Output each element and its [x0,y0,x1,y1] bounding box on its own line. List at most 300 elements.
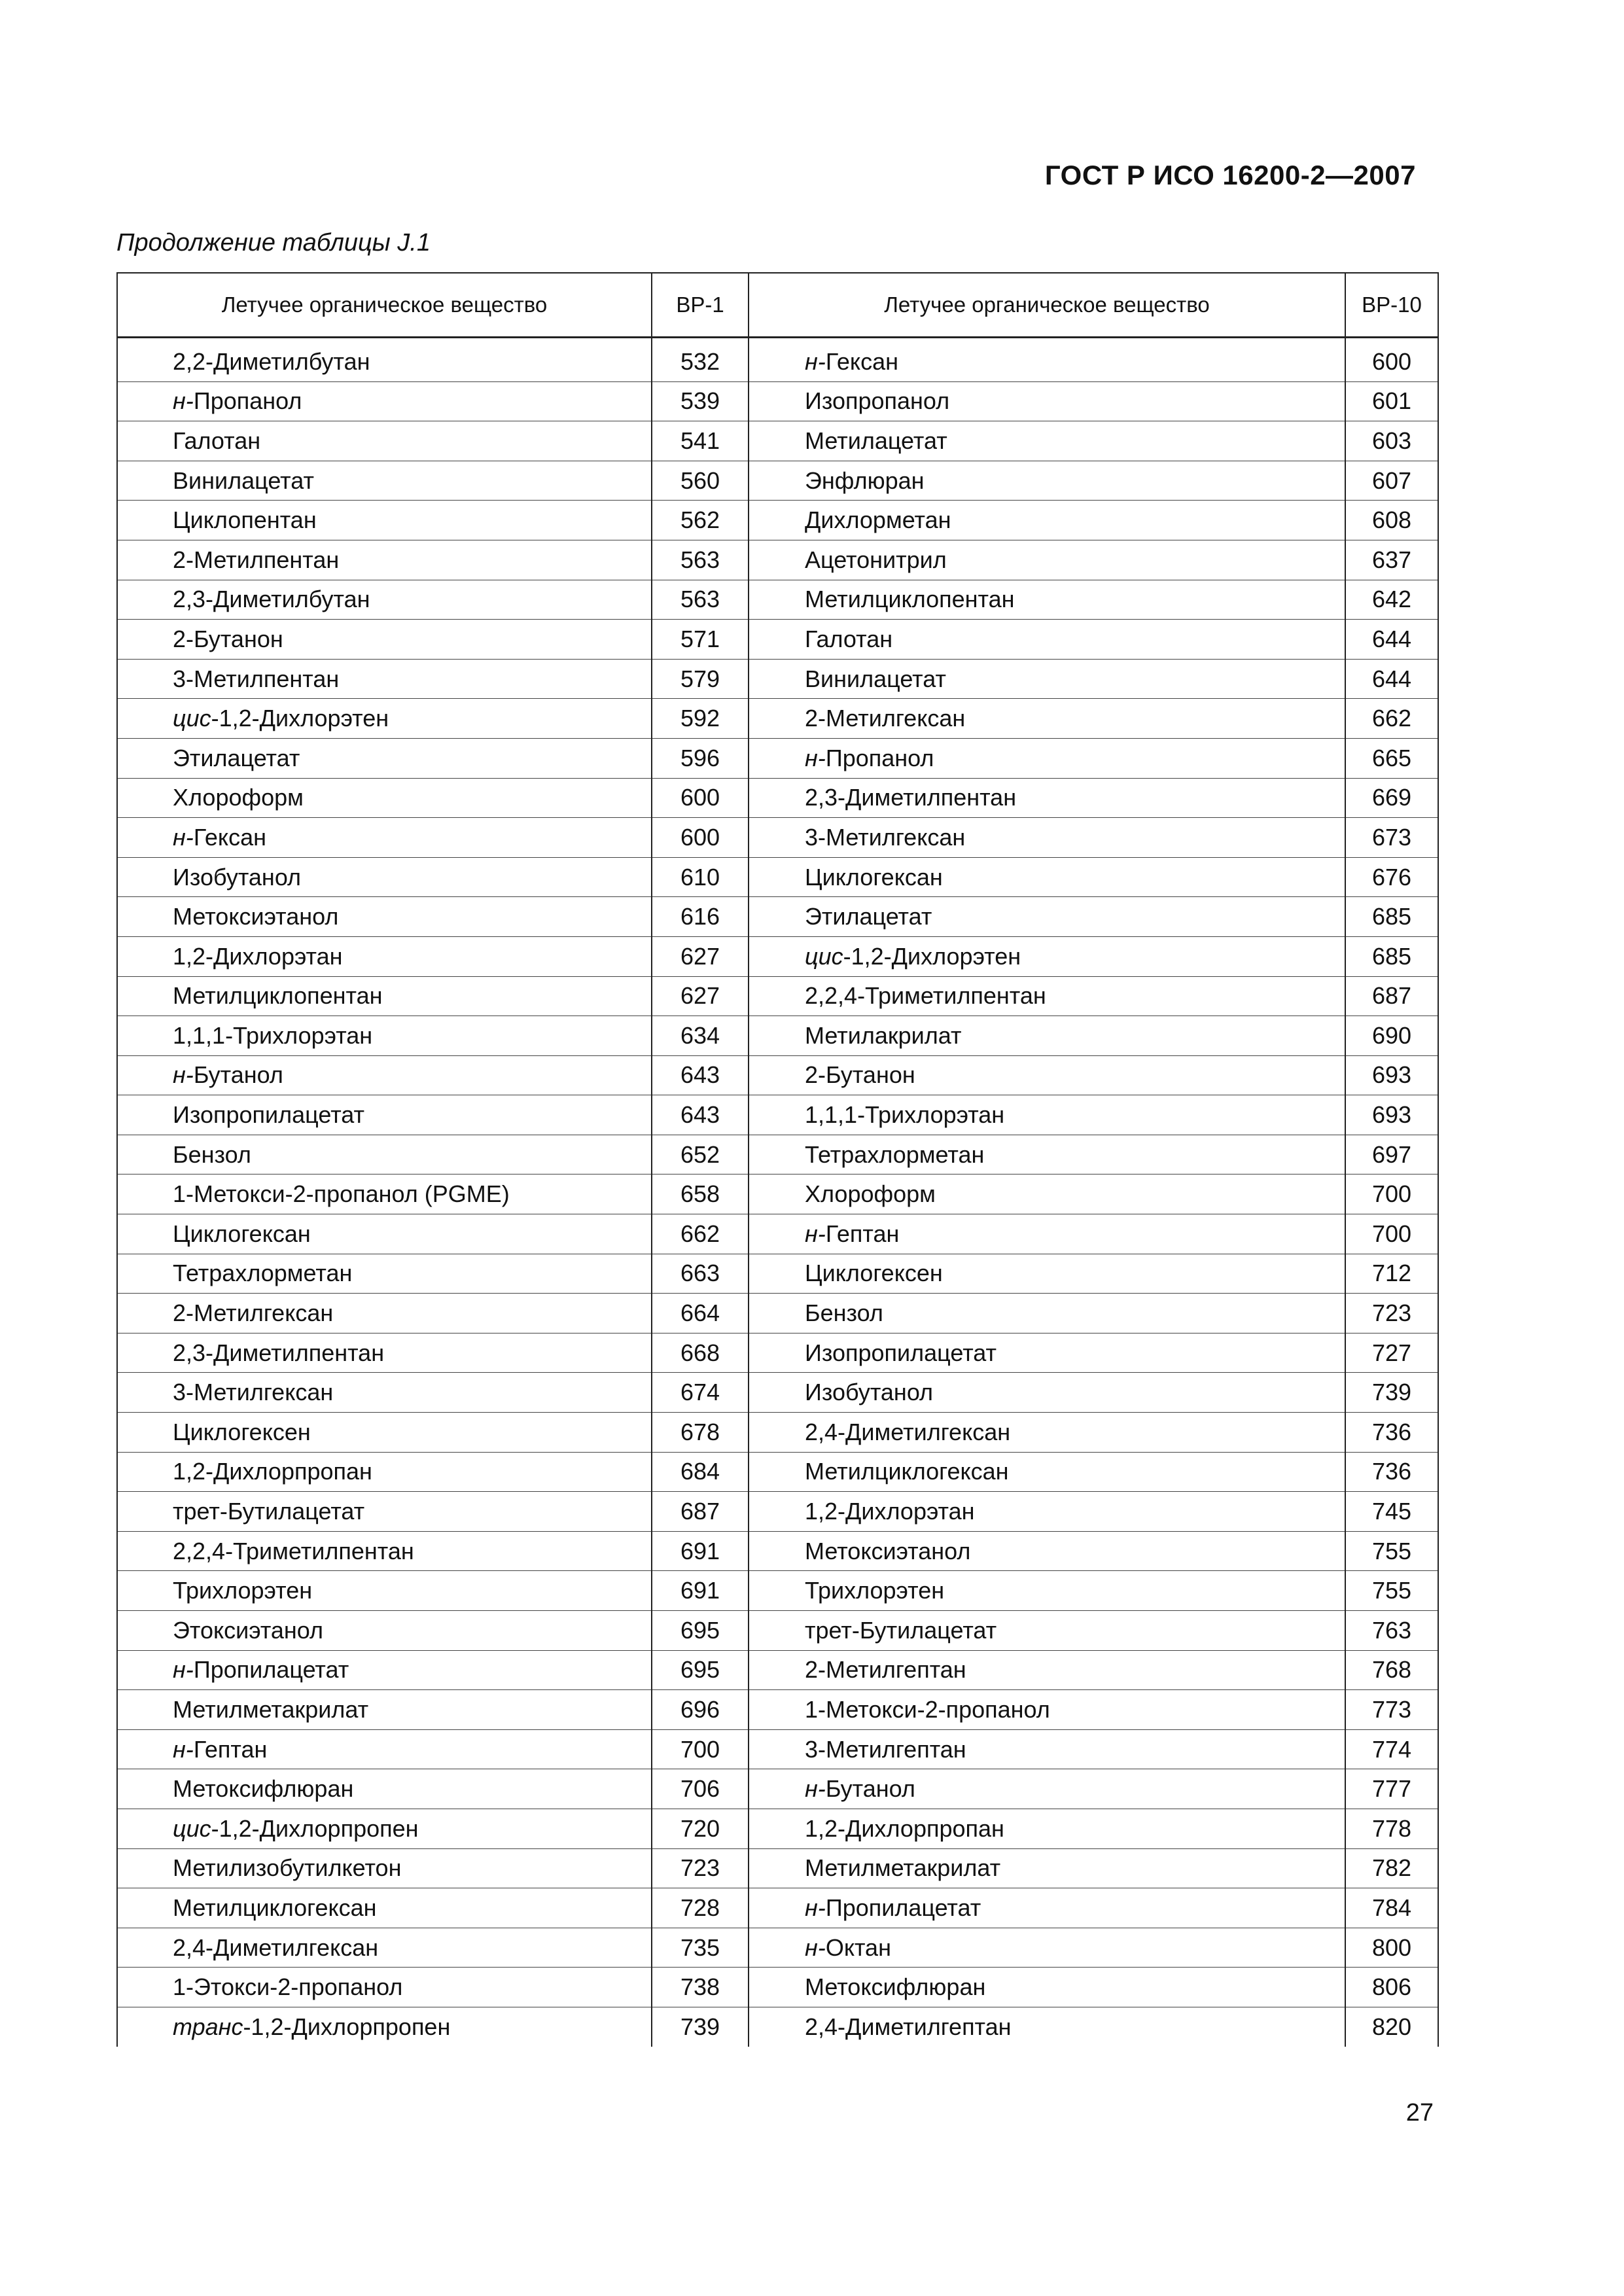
substance-name-cell [117,778,652,818]
substance-name-cell [117,936,652,976]
substance-prefix: н- [173,823,194,851]
substance-name-cell [117,1214,652,1254]
retention-index-cell: 664 [652,1294,749,1333]
retention-index-cell: 616 [652,897,749,937]
table-row [117,1848,1438,1888]
substance-name: Циклогексен [805,1260,943,1287]
substance-name: Бутанол [193,1061,283,1089]
table-row [117,501,1438,540]
substance-prefix: цис [805,942,843,970]
retention-index-cell: 738 [652,1968,749,2007]
retention-index-cell: 662 [1345,699,1438,739]
retention-index-cell: 678 [652,1413,749,1453]
substance-name-cell [749,897,1345,937]
retention-index-cell: 690 [1345,1016,1438,1056]
substance-name: Изопропилацетат [173,1101,365,1129]
retention-index-cell: 700 [1345,1214,1438,1254]
substance-name: 1,1,1-Трихлорэтан [805,1101,1005,1129]
substance-name: Метоксифлюран [805,1973,986,2001]
substance-prefix: н- [805,347,826,375]
substance-prefix: транс [173,2013,243,2040]
table-row [117,1769,1438,1809]
retention-index-cell: 745 [1345,1492,1438,1532]
table-row [117,1294,1438,1333]
substance-name: Изобутанол [173,863,302,891]
substance-name: Дихлорметан [805,506,951,534]
retention-index-cell: 571 [652,620,749,660]
retention-index-cell: 728 [652,1888,749,1928]
substance-name: Циклогексен [173,1418,311,1445]
table-row [117,1016,1438,1056]
substance-name-cell [749,818,1345,858]
retention-index-cell: 697 [1345,1135,1438,1174]
table-caption: Продолжение таблицы J.1 [116,229,431,256]
substance-name: 1,1,1-Трихлорэтан [173,1021,373,1049]
retention-index-cell: 774 [1345,1729,1438,1769]
substance-name: 2,2,4-Триметилпентан [173,1537,414,1564]
substance-name: Этилацетат [173,744,300,771]
retention-index-cell: 685 [1345,936,1438,976]
retention-index-cell: 539 [652,381,749,421]
substance-name-cell [749,1095,1345,1135]
retention-index-cell: 778 [1345,1809,1438,1848]
retention-index-cell: 739 [652,2007,749,2046]
substance-name: Энфлюран [805,467,925,494]
retention-index-cell: 596 [652,738,749,778]
substance-name: Циклопентан [173,506,317,534]
table-row [117,1214,1438,1254]
retention-index-cell: 693 [1345,1055,1438,1095]
retention-index-cell: 723 [652,1848,749,1888]
substance-name-cell [749,540,1345,580]
substance-name: 2,4-Диметилгептан [805,2013,1012,2040]
substance-name-cell [117,738,652,778]
substance-name: Этилацетат [805,903,932,930]
retention-index-cell: 777 [1345,1769,1438,1809]
retention-index-cell: 755 [1345,1531,1438,1571]
substance-name: 2,3-Диметилпентан [805,784,1017,811]
substance-prefix: н- [173,387,194,415]
substance-name-cell [117,1571,652,1611]
retention-index-cell: 768 [1345,1650,1438,1690]
substance-name-cell [117,976,652,1016]
substance-name: 2-Метилгексан [173,1299,334,1327]
substance-name-cell [749,778,1345,818]
substance-name-cell [117,1373,652,1413]
substance-name: 2-Метилгептан [805,1656,966,1684]
retention-index-cell: 736 [1345,1452,1438,1492]
retention-index-cell: 668 [652,1333,749,1373]
table-row [117,738,1438,778]
retention-index-cell: 563 [652,580,749,620]
table-row [117,2007,1438,2046]
substance-name-cell [749,501,1345,540]
substance-name-cell [117,1968,652,2007]
substance-name: Метилацетат [805,427,947,454]
table-row [117,936,1438,976]
table-row [117,1095,1438,1135]
substance-name: Пропилацетат [825,1894,981,1921]
retention-index-cell: 673 [1345,818,1438,858]
table-row [117,818,1438,858]
table-row [117,659,1438,699]
substance-name: Бутанол [825,1775,915,1803]
retention-index-cell: 642 [1345,580,1438,620]
table-row [117,1492,1438,1532]
retention-index-cell: 700 [652,1729,749,1769]
table-row [117,1968,1438,2007]
retention-index-cell: 643 [652,1095,749,1135]
substance-name-cell [749,1531,1345,1571]
retention-index-cell: 687 [652,1492,749,1532]
retention-index-cell: 735 [652,1928,749,1968]
substance-name: Гексан [825,347,898,375]
table-header-row [117,273,1438,338]
substance-name: 3-Метилгептан [805,1735,966,1763]
retention-index-cell: 658 [652,1174,749,1214]
retention-index-cell: 560 [652,461,749,501]
substance-name-cell [117,620,652,660]
retention-index-cell: 727 [1345,1333,1438,1373]
substance-name: Метилакрилат [805,1021,962,1049]
substance-name-cell [117,1254,652,1294]
substance-name-cell [117,421,652,461]
substance-name: Гептан [825,1220,900,1247]
retention-index-cell: 820 [1345,2007,1438,2046]
table-row [117,1729,1438,1769]
substance-name-cell [749,857,1345,897]
substance-name-cell [749,1690,1345,1730]
substance-name: 1-Метокси-2-пропанол [805,1695,1050,1723]
substance-name: Этоксиэтанол [173,1616,324,1644]
substance-name-cell [117,2007,652,2046]
substance-name-cell [117,1690,652,1730]
substance-name-cell [117,1611,652,1651]
substance-name-cell [749,1729,1345,1769]
table-row [117,857,1438,897]
substance-name-cell [749,936,1345,976]
retention-index-cell: 601 [1345,381,1438,421]
retention-index-cell: 706 [652,1769,749,1809]
substance-name-cell [749,381,1345,421]
substance-name-cell [749,1769,1345,1809]
retention-index-cell: 610 [652,857,749,897]
substance-name: Трихлорэтен [173,1577,313,1604]
table-row [117,1055,1438,1095]
retention-index-cell: 806 [1345,1968,1438,2007]
substance-name-cell [117,1135,652,1174]
substance-name-cell [749,1135,1345,1174]
retention-index-cell: 600 [1345,338,1438,382]
table-row [117,1650,1438,1690]
substance-name: Винилацетат [805,665,946,692]
substance-name: Изобутанол [805,1379,934,1406]
substance-name-cell [749,1571,1345,1611]
substance-name-cell [749,1214,1345,1254]
table-row [117,1571,1438,1611]
retention-index-cell: 723 [1345,1294,1438,1333]
substance-name-cell [749,620,1345,660]
substance-name-cell [749,1848,1345,1888]
table-row [117,338,1438,382]
retention-index-cell: 669 [1345,778,1438,818]
retention-index-cell: 687 [1345,976,1438,1016]
substance-prefix: н- [805,1220,826,1247]
substance-name: Метоксифлюран [173,1775,354,1803]
substance-name-cell [117,1809,652,1848]
substance-name: Галотан [173,427,261,454]
substance-name: Октан [825,1934,891,1961]
substance-name-cell [117,381,652,421]
substance-name-cell [749,1333,1345,1373]
substance-name-cell [117,1928,652,1968]
substance-name-cell [117,580,652,620]
table-row [117,1690,1438,1730]
compound-table [116,272,1439,2047]
retention-index-cell: 691 [652,1531,749,1571]
substance-name-cell [749,461,1345,501]
retention-index-cell: 755 [1345,1571,1438,1611]
retention-index-cell: 695 [652,1650,749,1690]
substance-name-cell [117,1769,652,1809]
substance-name: Метилциклопентан [173,982,383,1010]
substance-name-cell [749,1254,1345,1294]
retention-index-cell: 562 [652,501,749,540]
substance-name-cell [117,897,652,937]
substance-name-cell [749,1968,1345,2007]
retention-index-cell: 579 [652,659,749,699]
table-row [117,1135,1438,1174]
substance-name-cell [117,501,652,540]
substance-name: Метоксиэтанол [173,903,339,930]
retention-index-cell: 665 [1345,738,1438,778]
retention-index-cell: 696 [652,1690,749,1730]
substance-name: -1,2-Дихлорэтен [211,705,389,732]
retention-index-cell: 693 [1345,1095,1438,1135]
substance-name-cell [117,1095,652,1135]
retention-index-cell: 773 [1345,1690,1438,1730]
retention-index-cell: 634 [652,1016,749,1056]
substance-name: 1,2-Дихлорэтан [805,1498,975,1525]
table-row [117,1531,1438,1571]
substance-name-cell [749,738,1345,778]
substance-name-cell [117,1531,652,1571]
substance-name: -1,2-Дихлорэтен [843,942,1021,970]
substance-prefix: н- [173,1061,194,1089]
substance-name: 2-Бутанон [173,625,283,652]
substance-name: Метоксиэтанол [805,1537,971,1564]
substance-name-cell [749,1294,1345,1333]
substance-name: 2,3-Диметилбутан [173,586,370,613]
retention-index-cell: 800 [1345,1928,1438,1968]
retention-index-cell: 652 [652,1135,749,1174]
substance-name-cell [749,1650,1345,1690]
table-row [117,1413,1438,1453]
substance-name-cell [749,1888,1345,1928]
substance-name: -1,2-Дихлорпропен [211,1814,419,1842]
substance-name: 1-Этокси-2-пропанол [173,1973,403,2001]
substance-name: 2-Метилгексан [805,705,966,732]
substance-name: 2,4-Диметилгексан [805,1418,1011,1445]
substance-name-cell [117,1888,652,1928]
substance-name: Метилциклогексан [173,1894,377,1921]
substance-name: Гептан [193,1735,268,1763]
substance-name-cell [749,1809,1345,1848]
table-row [117,1809,1438,1848]
substance-name: Винилацетат [173,467,314,494]
substance-name-cell [749,2007,1345,2046]
table-row [117,778,1438,818]
retention-index-cell: 676 [1345,857,1438,897]
substance-name: Метилизобутилкетон [173,1854,402,1882]
retention-index-cell: 663 [652,1254,749,1294]
substance-name: Тетрахлорметан [805,1140,985,1168]
table-row [117,1888,1438,1928]
substance-name-cell [749,1055,1345,1095]
table-row [117,699,1438,739]
retention-index-cell: 782 [1345,1848,1438,1888]
retention-index-cell: 736 [1345,1413,1438,1453]
substance-name: 2-Метилпентан [173,546,340,573]
substance-name-cell [749,580,1345,620]
substance-name-cell [117,1848,652,1888]
retention-index-cell: 712 [1345,1254,1438,1294]
retention-index-cell: 695 [652,1611,749,1651]
table-row [117,1452,1438,1492]
document-code: ГОСТ Р ИСО 16200-2—2007 [1044,160,1416,190]
substance-name-cell [749,699,1345,739]
substance-name: 3-Метилгексан [173,1379,334,1406]
substance-name-cell [749,338,1345,382]
table-row [117,1254,1438,1294]
substance-name: 1-Метокси-2-пропанол (PGME) [173,1180,510,1208]
table-row [117,580,1438,620]
substance-name: 1,2-Дихлорэтан [173,942,343,970]
substance-name-cell [749,1928,1345,1968]
table-row [117,1611,1438,1651]
retention-index-cell: 700 [1345,1174,1438,1214]
substance-name-cell [749,1016,1345,1056]
substance-name-cell [117,540,652,580]
substance-name-cell [117,1492,652,1532]
column-header-substance-1: Летучее органическое вещество [117,273,652,338]
table-row [117,1174,1438,1214]
substance-name: Тетрахлорметан [173,1260,353,1287]
substance-name: трет-Бутилацетат [173,1498,365,1525]
substance-name: 2-Бутанон [805,1061,915,1089]
substance-name-cell [117,1016,652,1056]
substance-prefix: н- [805,744,826,771]
substance-name: 2,2-Диметилбутан [173,347,370,375]
substance-name: трет-Бутилацетат [805,1616,997,1644]
retention-index-cell: 644 [1345,620,1438,660]
table-row [117,540,1438,580]
substance-name: -1,2-Дихлорпропен [243,2013,451,2040]
substance-name: 2,2,4-Триметилпентан [805,982,1046,1010]
substance-name-cell [749,1174,1345,1214]
page-number: 27 [1405,2099,1434,2127]
substance-name: Метилциклопентан [805,586,1015,613]
substance-name-cell [117,818,652,858]
table-row [117,1928,1438,1968]
substance-name: Пропанол [825,744,934,771]
substance-name-cell [117,461,652,501]
retention-index-cell: 607 [1345,461,1438,501]
substance-prefix: н- [805,1775,826,1803]
substance-name: Гексан [193,823,266,851]
retention-index-cell: 603 [1345,421,1438,461]
substance-name-cell [749,1373,1345,1413]
table-row [117,421,1438,461]
substance-name-cell [117,1650,652,1690]
retention-index-cell: 763 [1345,1611,1438,1651]
substance-name-cell [117,1452,652,1492]
substance-name: Трихлорэтен [805,1577,945,1604]
retention-index-cell: 784 [1345,1888,1438,1928]
substance-name: Бензол [173,1140,251,1168]
retention-index-cell: 541 [652,421,749,461]
substance-prefix: цис [173,1814,211,1842]
substance-name: Метилциклогексан [805,1458,1009,1485]
retention-index-cell: 532 [652,338,749,382]
substance-name-cell [117,1055,652,1095]
substance-name: Пропанол [193,387,302,415]
substance-name-cell [749,1452,1345,1492]
retention-index-cell: 662 [652,1214,749,1254]
retention-index-cell: 600 [652,818,749,858]
substance-name: 1,2-Дихлорпропан [173,1458,372,1485]
table-row [117,976,1438,1016]
retention-index-cell: 674 [652,1373,749,1413]
column-header-bp-10: BP-10 [1345,273,1438,338]
table-row [117,461,1438,501]
substance-name: Изопропанол [805,387,950,415]
substance-name: 1,2-Дихлорпропан [805,1814,1004,1842]
substance-name: 3-Метилпентан [173,665,340,692]
substance-name-cell [117,857,652,897]
table-row [117,1373,1438,1413]
substance-prefix: н- [805,1894,826,1921]
substance-name: Ацетонитрил [805,546,947,573]
substance-name: Изопропилацетат [805,1339,997,1366]
substance-name-cell [117,1294,652,1333]
retention-index-cell: 627 [652,976,749,1016]
substance-name: Бензол [805,1299,883,1327]
substance-prefix: цис [173,705,211,732]
retention-index-cell: 600 [652,778,749,818]
column-header-bp-1: BP-1 [652,273,749,338]
substance-name: Галотан [805,625,893,652]
retention-index-cell: 685 [1345,897,1438,937]
substance-name: Хлороформ [805,1180,936,1208]
table-row [117,897,1438,937]
column-header-substance-2: Летучее органическое вещество [749,273,1345,338]
retention-index-cell: 720 [652,1809,749,1848]
substance-prefix: н- [173,1735,194,1763]
retention-index-cell: 684 [652,1452,749,1492]
retention-index-cell: 563 [652,540,749,580]
substance-name-cell [749,421,1345,461]
substance-name-cell [117,1413,652,1453]
substance-name: Метилметакрилат [805,1854,1001,1882]
table-row [117,1333,1438,1373]
substance-name: 3-Метилгексан [805,823,966,851]
substance-name-cell [117,1729,652,1769]
retention-index-cell: 644 [1345,659,1438,699]
substance-name-cell [749,1611,1345,1651]
substance-name-cell [117,338,652,382]
substance-prefix: н- [173,1656,194,1684]
